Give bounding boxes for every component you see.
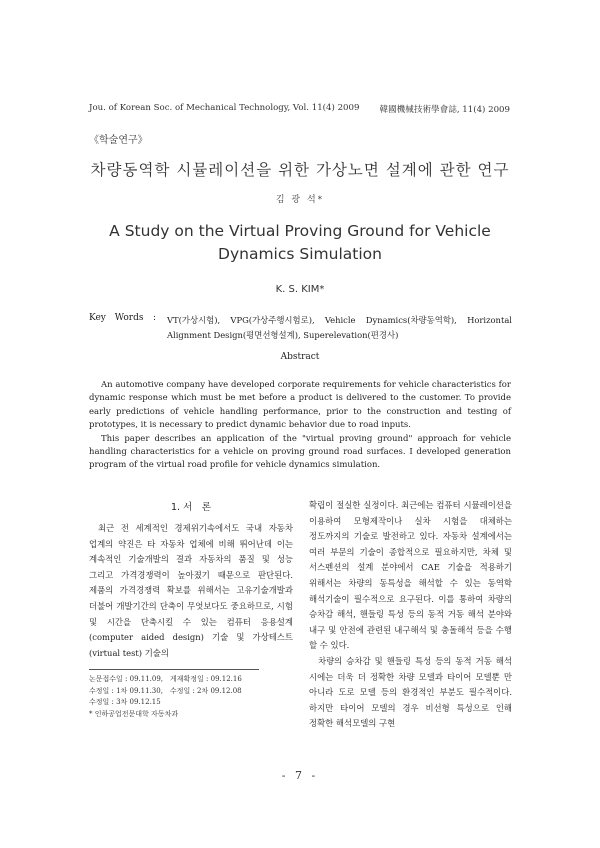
intro-paragraph-1-continued: 확립이 절실한 실정이다. 최근에는 컴퓨터 시뮬레이션을 이용하여 모형제작이나 실차 시험을 대체하는 정도까지의 기술로 발전하고 있다. 자동차 설계에서는 여러 부문의 기술이 종합적으로 필요하지만, 차체 및 서스펜션의 설계 분야에서 CAE 기술을 적용하기 위해서는 차량의 동특성을 해석할 수 있는 동역학 해석기술이 필수적으로 요구된다. 이를 통하여 차량의 승차감 해석, 핸들링 특성 등의 동적 거동 해석 분야와 내구 및 안전에 관련된 내구해석 및 충돌해석 등을 수행 할 수 있다. bbox=[309, 500, 512, 651]
footnote-affiliation: * 인하공업전문대학 자동차과 bbox=[89, 709, 179, 718]
author-english: K. S. KIM* bbox=[275, 284, 325, 295]
abstract-paragraph-2: This paper describes an application of the "virtual proving ground" approach for vehicle handling characteristics for a vehicle on proving ground road surfaces. I developed generation program of the virtual road profile for vehicle dynamics simulation. bbox=[89, 433, 511, 471]
footnote-revision-3: 수정일 : 3차 09.12.15 bbox=[89, 698, 161, 706]
abstract-paragraph-1: An automotive company have developed corporate requirements for vehicle characteristics for dynamic response which must be met before a product is delivered to the customer. To provide early predictions of vehicle handling performance, prior to the construction and testing of prototypes, it is necessary to predict dynamic behavior due to road inputs. bbox=[89, 380, 511, 431]
keywords-text: VT(가상시험), VPG(가상주행시험로), Vehicle Dynamics(차량동역학), Horizontal Alignment Design(평면선형설계), Superelevation(편경사) bbox=[167, 315, 512, 340]
journal-header-korean: 韓國機械技術學會誌, 11(4) 2009 bbox=[379, 105, 510, 115]
paper-title-korean: 차량동역학 시뮬레이션을 위한 가상노면 설계에 관한 연구 bbox=[90, 161, 510, 179]
body-column-left bbox=[89, 521, 293, 661]
keywords-colon: : bbox=[153, 313, 157, 323]
abstract-heading: Abstract bbox=[280, 352, 320, 362]
article-category: 《학술연구》 bbox=[89, 135, 148, 146]
footnotes bbox=[89, 674, 299, 720]
paper-title-english: A Study on the Virtual Proving Ground for Vehicle Dynamics Simulation bbox=[109, 222, 491, 263]
author-korean: 김 광 석* bbox=[275, 195, 325, 205]
abstract-body bbox=[89, 379, 511, 473]
page-number: - 7 - bbox=[281, 769, 319, 782]
body-column-right bbox=[309, 498, 512, 732]
footnote-revision-1-2: 수정일 : 1차 09.11.30, 수정일 : 2차 09.12.08 bbox=[89, 686, 242, 695]
footnote-received: 논문접수일 : 09.11.09, 게재확정일 : 09.12.16 bbox=[89, 675, 242, 683]
section-heading-introduction: 1. 서 론 bbox=[171, 502, 211, 513]
intro-paragraph-2: 차량의 승차감 및 핸들링 특성 등의 동적 거동 해석 시에는 더욱 더 정확한 차량 모델과 타이어 모델뿐 만 아니라 도로 모델 등의 환경적인 부분도 필수적이다. 하지만 타이어 모델의 경우 비선형 특성으로 인해 정확한 해석모델의 구현 bbox=[309, 655, 512, 729]
keywords-label: Key Words bbox=[89, 313, 144, 323]
footnote-divider bbox=[89, 669, 259, 670]
intro-paragraph-1: 최근 전 세계적인 경제위기속에서도 국내 자동차 업계의 약진은 타 자동차 업체에 비해 뛰어난데 이는 계속적인 기술개발의 결과 자동차의 품질 및 성능 그리고 가격경쟁력이 높아졌기 때문으로 판단된다. 제품의 가격경쟁력 확보를 위해서는 고유기술개발과 더불어 개발기간의 단축이 무엇보다도 중요하므로, 시험 및 시간을 단축시킬 수 있는 컴퓨터 응용설계(computer aided design) 기술 및 가상테스트(virtual test) 기술의 bbox=[89, 523, 293, 658]
journal-header-english: Jou. of Korean Soc. of Mechanical Technology, Vol. 11(4) 2009 bbox=[89, 103, 360, 113]
